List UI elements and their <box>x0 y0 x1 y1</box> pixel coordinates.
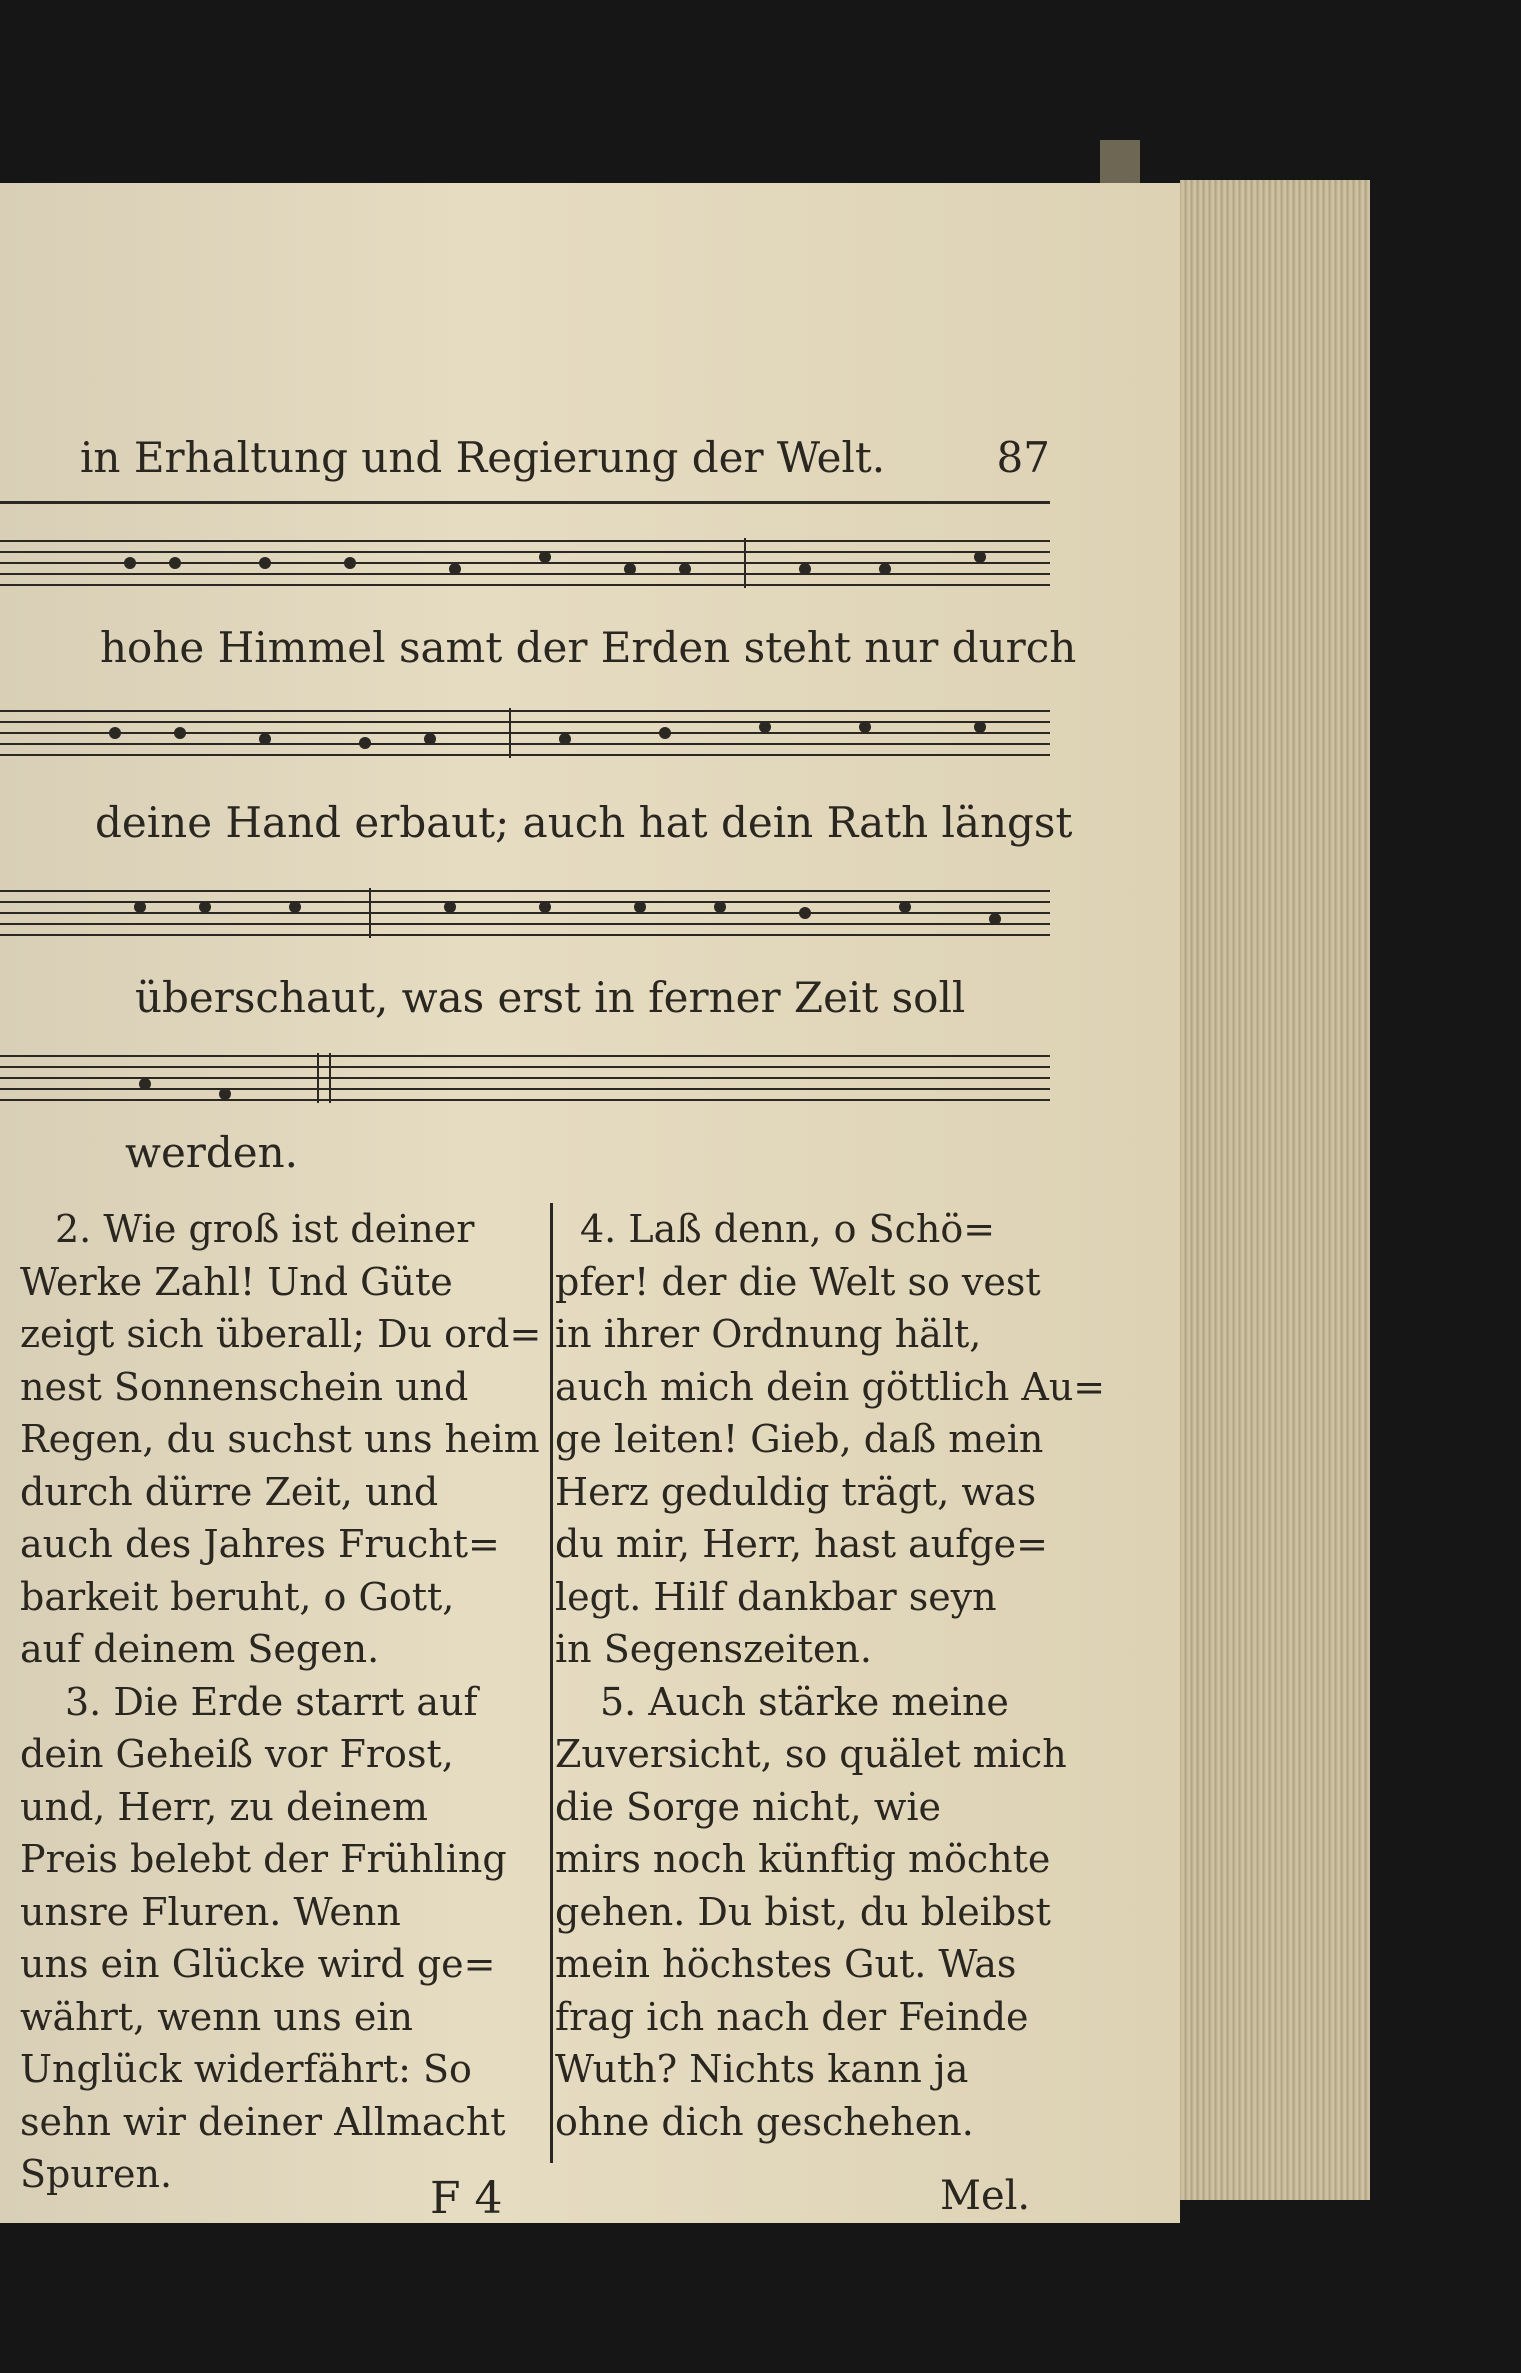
lyric-line-2: deine Hand erbaut; auch hat dein Rath längst <box>95 798 1073 847</box>
signature-mark: F 4 <box>430 2173 503 2224</box>
text-line: unsre Fluren. Wenn <box>20 1889 401 1934</box>
music-staff-1 <box>0 533 1050 593</box>
music-staff-4 <box>0 1048 1050 1108</box>
text-line: mirs noch künftig möchte <box>555 1837 1051 1881</box>
text-line: auch mich dein göttlich Au= <box>555 1364 1106 1409</box>
text-line: uns ein Glücke wird ge= <box>20 1942 496 1986</box>
text-line: die Sorge nicht, wie <box>555 1784 941 1829</box>
running-head <box>80 433 1050 493</box>
text-line: frag ich nach der Feinde <box>555 1994 1029 2039</box>
text-line: 5. Auch stärke meine <box>600 1679 1009 1724</box>
text-line: gehen. Du bist, du bleibst <box>555 1889 1051 1934</box>
text-line: durch dürre Zeit, und <box>20 1469 439 1514</box>
text-line: Werke Zahl! Und Güte <box>20 1259 453 1304</box>
text-line: pfer! der die Welt so vest <box>555 1259 1041 1304</box>
page-number: 87 <box>996 433 1050 482</box>
text-line: nest Sonnenschein und <box>20 1364 469 1409</box>
text-line: mein höchstes Gut. Was <box>555 1942 1017 1986</box>
right-text-column <box>555 1203 1106 2148</box>
text-line: auf deinem Segen. <box>20 1627 380 1671</box>
text-line: Spuren. <box>20 2152 173 2196</box>
text-line: 2. Wie groß ist deiner <box>55 1207 475 1251</box>
running-head-title: in Erhaltung und Regierung der Welt. <box>80 433 886 482</box>
text-line: auch des Jahres Frucht= <box>20 1522 500 1566</box>
page-edges <box>1180 180 1370 2200</box>
lyric-line-4: werden. <box>125 1128 299 1177</box>
text-line: Regen, du suchst uns heim <box>20 1417 540 1461</box>
text-line: Wuth? Nichts kann ja <box>555 2047 969 2091</box>
text-line: währt, wenn uns ein <box>20 1994 413 2039</box>
left-text-column <box>20 1203 540 2201</box>
text-line: in ihrer Ordnung hält, <box>555 1312 982 1356</box>
text-line: Herz geduldig trägt, was <box>555 1469 1037 1514</box>
text-line: du mir, Herr, hast aufge= <box>555 1522 1048 1566</box>
lyric-line-3: überschaut, was erst in ferner Zeit soll <box>135 973 966 1022</box>
text-line: ohne dich geschehen. <box>555 2099 974 2144</box>
column-divider <box>550 1203 553 2163</box>
music-staff-2 <box>0 703 1050 763</box>
text-line: zeigt sich überall; Du ord= <box>20 1312 542 1356</box>
text-line: und, Herr, zu deinem <box>20 1784 428 1829</box>
text-line: dein Geheiß vor Frost, <box>20 1732 454 1776</box>
text-line: legt. Hilf dankbar seyn <box>555 1574 997 1619</box>
text-line: sehn wir deiner Allmacht <box>20 2099 506 2144</box>
header-rule <box>0 501 1050 504</box>
text-line: 3. Die Erde starrt auf <box>65 1679 478 1724</box>
text-line: Preis belebt der Frühling <box>20 1837 507 1881</box>
text-line: in Segenszeiten. <box>555 1627 872 1671</box>
text-line: barkeit beruht, o Gott, <box>20 1574 455 1619</box>
book-page <box>0 183 1180 2223</box>
text-line: ge leiten! Gieb, daß mein <box>555 1417 1044 1461</box>
text-line: 4. Laß denn, o Schö= <box>580 1207 996 1251</box>
lyric-line-1: hohe Himmel samt der Erden steht nur durch <box>100 623 1077 672</box>
music-staff-3 <box>0 883 1050 943</box>
text-line: Zuversicht, so quälet mich <box>555 1732 1067 1776</box>
catchword: Mel. <box>940 2173 1031 2219</box>
text-line: Unglück widerfährt: So <box>20 2047 472 2091</box>
